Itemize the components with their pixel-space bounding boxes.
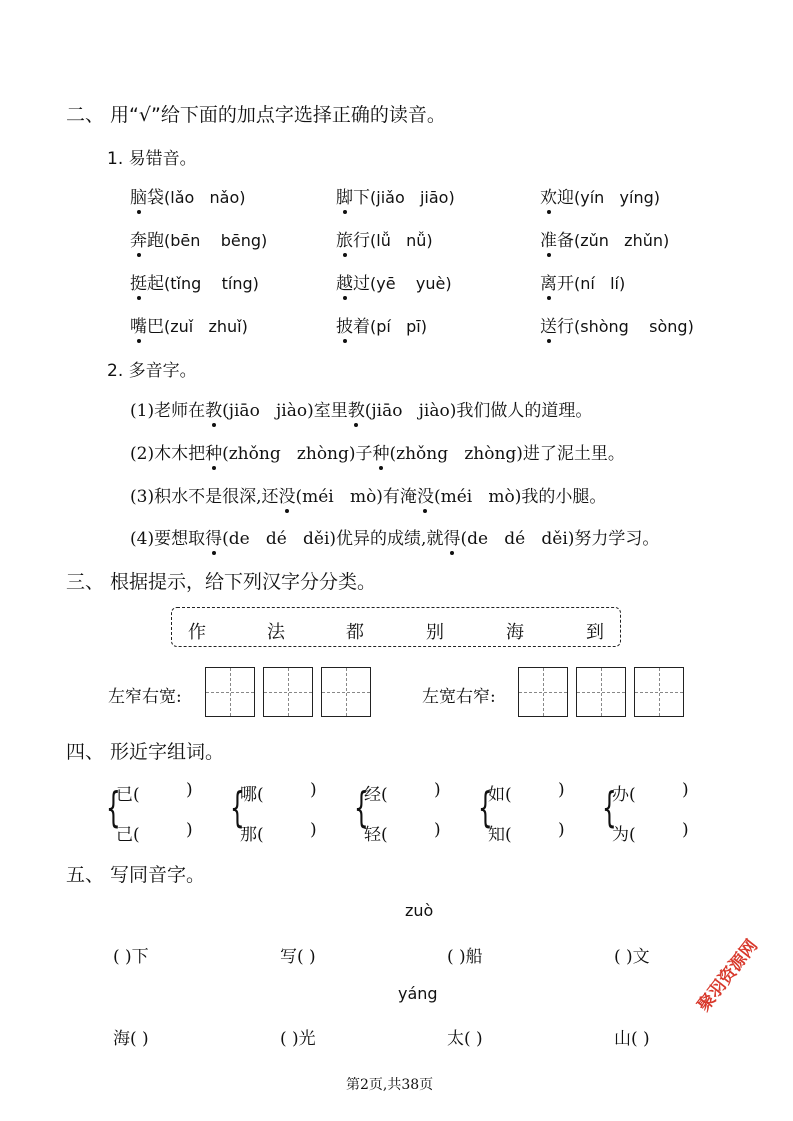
pair-close: ) <box>310 820 317 840</box>
word-item: 送行(shòng sòng) <box>540 312 694 337</box>
word-item: 披着(pí pī) <box>336 312 427 337</box>
pair-item[interactable]: 知( <box>488 825 512 845</box>
pair-close: ) <box>434 820 441 840</box>
watermark: 聚羽资源网 <box>693 936 763 1016</box>
blank-item[interactable]: 山( ) <box>614 1029 650 1049</box>
word-item: 离开(ní lí) <box>540 269 625 294</box>
word-item: 旅行(lǚ nǚ) <box>336 226 433 251</box>
pair-item[interactable]: 那( <box>240 825 264 845</box>
blank-item[interactable]: 写( ) <box>280 947 316 967</box>
sentence-4: (4)要想取得(de dé děi)优异的成绩,就得(de dé děi)努力学习。 <box>130 524 659 549</box>
word-item: 奔跑(bēn bēng) <box>130 226 267 251</box>
left-wide-label: 左宽右窄: <box>422 687 496 707</box>
subsection-1-title: 1. 易错音。 <box>107 149 197 169</box>
section-2-title: 二、 用“√”给下面的加点字选择正确的读音。 <box>66 104 446 126</box>
brace: { <box>354 783 369 832</box>
pair-item[interactable]: 己( <box>116 825 140 845</box>
pair-close: ) <box>558 780 565 800</box>
pinyin-yang: yáng <box>398 984 438 1003</box>
blank-item[interactable]: ( )文 <box>614 947 650 967</box>
pair-close: ) <box>558 820 565 840</box>
section-3-title: 三、 根据提示，给下列汉字分分类。 <box>66 571 377 593</box>
word-item: 脚下(jiǎo jiāo) <box>336 183 455 208</box>
box-char: 别 <box>426 622 444 643</box>
pinyin-zuo: zuò <box>405 901 434 920</box>
writing-grid[interactable] <box>634 667 684 717</box>
brace: { <box>106 783 121 832</box>
box-char: 作 <box>188 622 206 643</box>
brace: { <box>478 783 493 832</box>
box-char: 到 <box>586 622 604 643</box>
subsection-2-title: 2. 多音字。 <box>107 361 197 381</box>
pair-close: ) <box>186 780 193 800</box>
character-box <box>171 607 621 647</box>
pair-close: ) <box>186 820 193 840</box>
pair-close: ) <box>434 780 441 800</box>
word-item: 脑袋(lǎo nǎo) <box>130 183 246 208</box>
writing-grid[interactable] <box>263 667 313 717</box>
pair-close: ) <box>682 780 689 800</box>
blank-item[interactable]: ( )船 <box>447 947 483 967</box>
word-item: 欢迎(yín yíng) <box>540 183 660 208</box>
brace: { <box>602 783 617 832</box>
sentence-2: (2)木木把种(zhǒng zhòng)子种(zhǒng zhòng)进了泥土里。 <box>130 439 625 464</box>
pair-item[interactable]: 办( <box>612 785 636 805</box>
blank-item[interactable]: 海( ) <box>113 1029 149 1049</box>
pair-item[interactable]: 已( <box>116 785 140 805</box>
page-footer: 第2页,共38页 <box>346 1077 434 1093</box>
word-item: 越过(yē yuè) <box>336 269 452 294</box>
blank-item[interactable]: ( )光 <box>280 1029 316 1049</box>
pair-close: ) <box>682 820 689 840</box>
box-char: 法 <box>267 622 285 643</box>
section-4-title: 四、 形近字组词。 <box>66 741 225 763</box>
word-item: 嘴巴(zuǐ zhuǐ) <box>130 312 248 337</box>
writing-grid[interactable] <box>576 667 626 717</box>
box-char: 海 <box>506 622 524 643</box>
writing-grid[interactable] <box>518 667 568 717</box>
writing-grid[interactable] <box>321 667 371 717</box>
left-narrow-label: 左窄右宽: <box>108 687 182 707</box>
pair-item[interactable]: 哪( <box>240 785 264 805</box>
word-item: 准备(zǔn zhǔn) <box>540 226 669 251</box>
pair-item[interactable]: 为( <box>612 825 636 845</box>
sentence-3: (3)积水不是很深,还没(méi mò)有淹没(méi mò)我的小腿。 <box>130 482 606 507</box>
writing-grid[interactable] <box>205 667 255 717</box>
box-char: 都 <box>346 622 364 643</box>
pair-close: ) <box>310 780 317 800</box>
pair-item[interactable]: 经( <box>364 785 388 805</box>
brace: { <box>230 783 245 832</box>
pair-item[interactable]: 轻( <box>364 825 388 845</box>
pair-item[interactable]: 如( <box>488 785 512 805</box>
blank-item[interactable]: ( )下 <box>113 947 149 967</box>
sentence-1: (1)老师在教(jiāo jiào)室里教(jiāo jiào)我们做人的道理。 <box>130 396 592 421</box>
word-item: 挺起(tǐng tíng) <box>130 269 259 294</box>
section-5-title: 五、 写同音字。 <box>66 864 206 886</box>
blank-item[interactable]: 太( ) <box>447 1029 483 1049</box>
